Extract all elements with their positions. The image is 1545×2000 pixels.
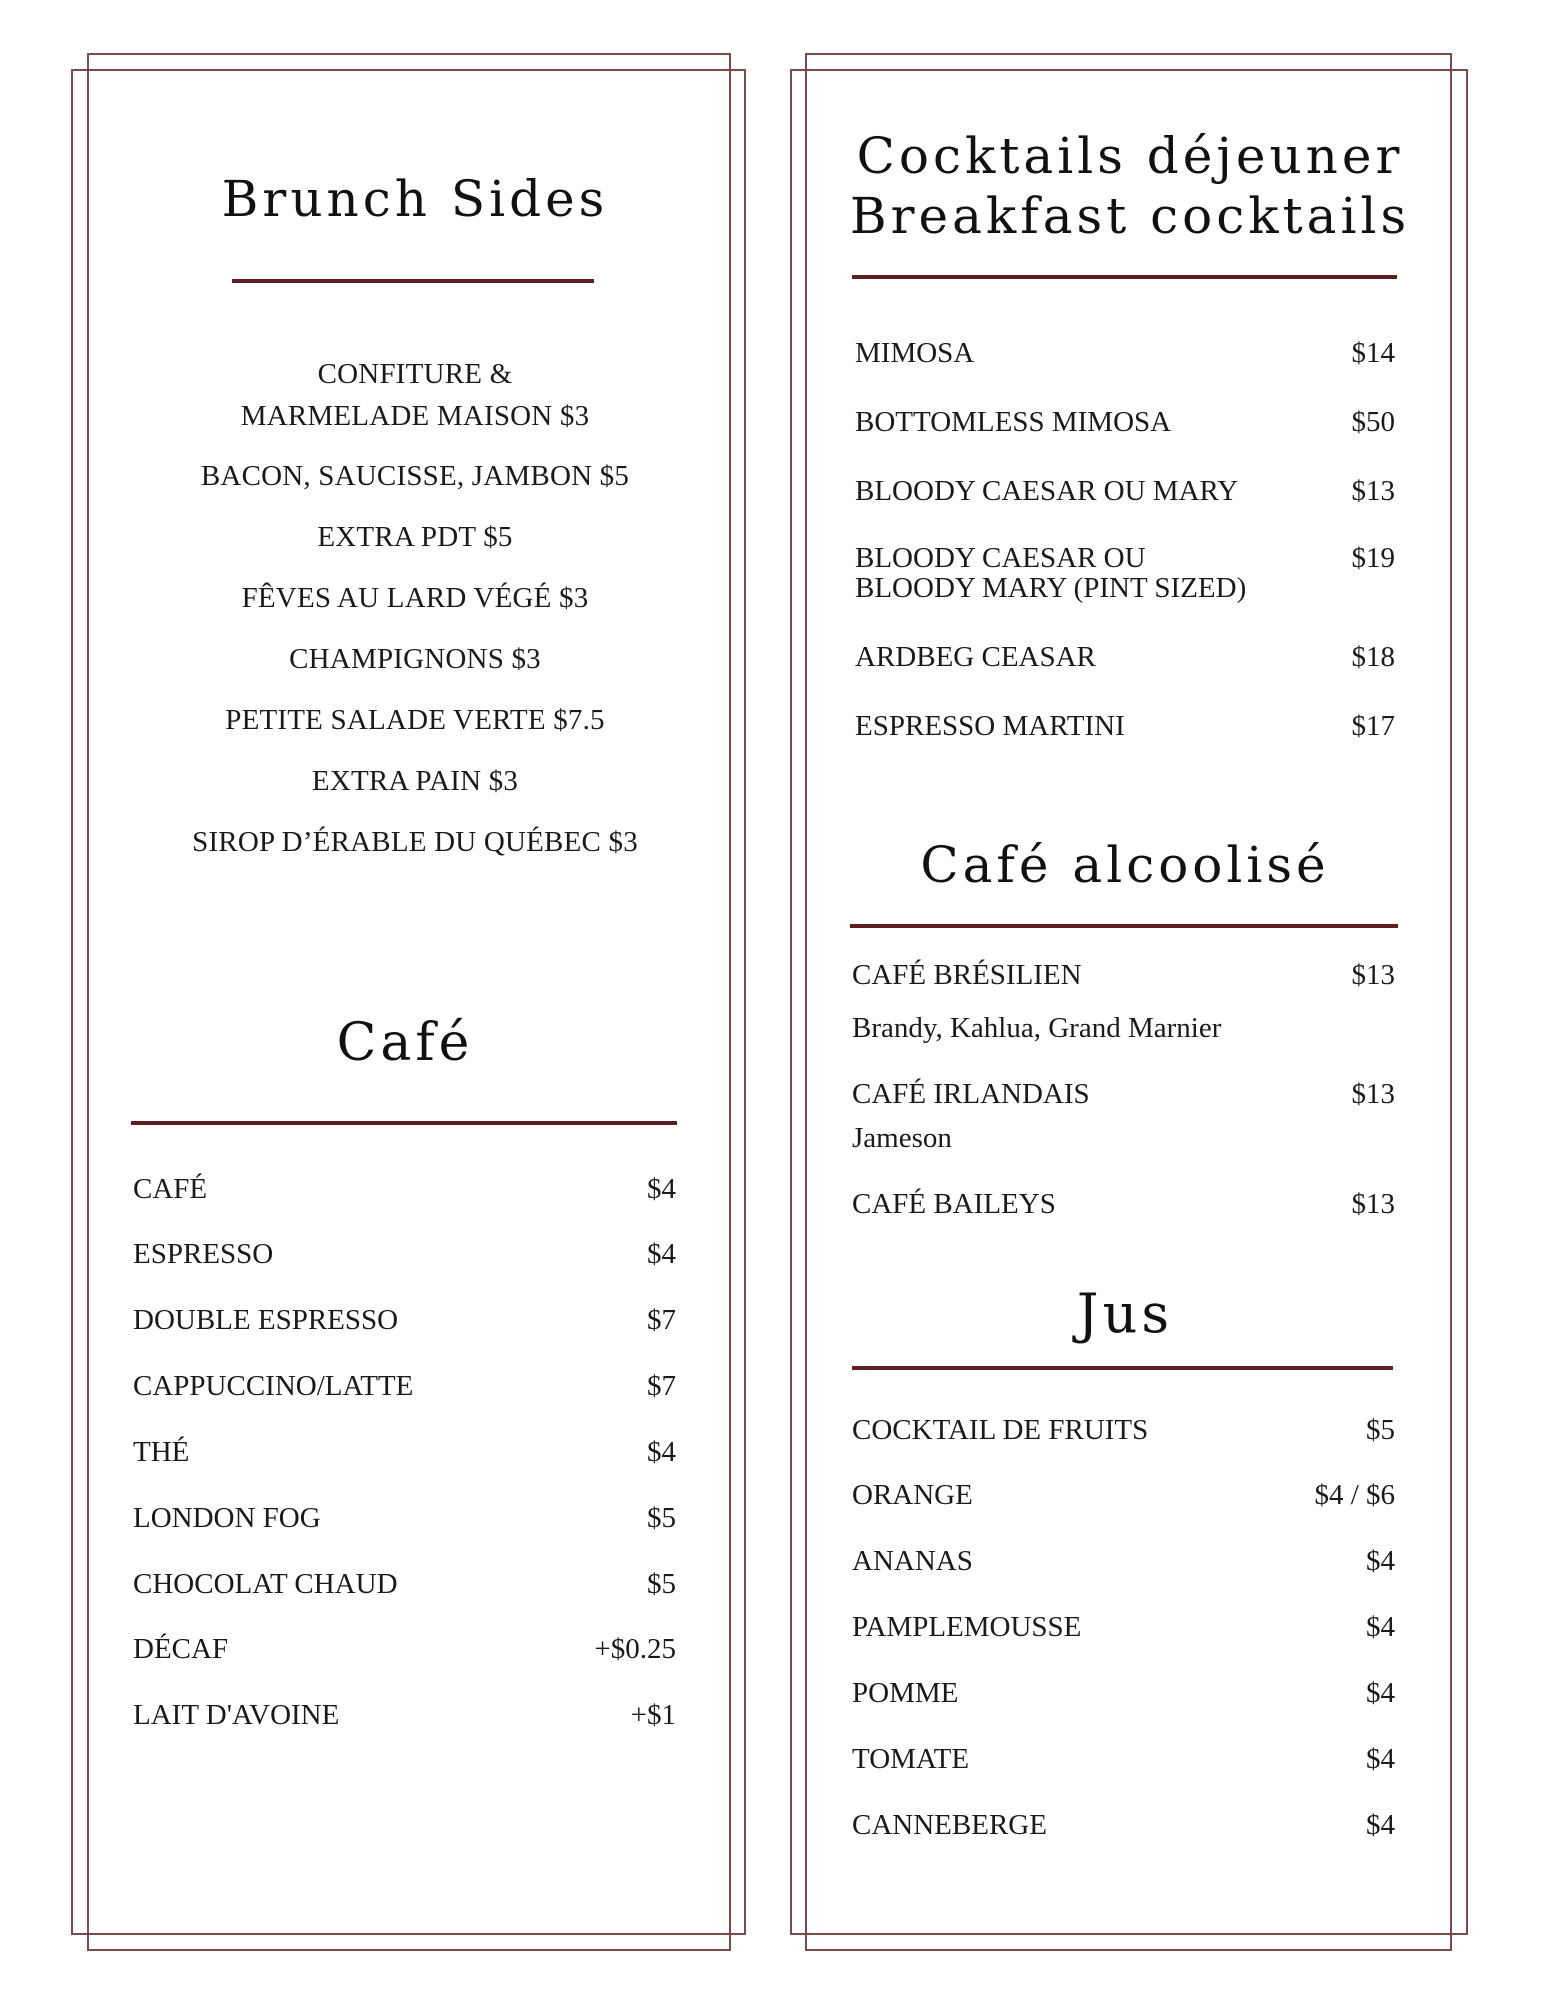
item-name: ESPRESSO xyxy=(133,1238,274,1270)
item-name: TOMATE xyxy=(852,1743,970,1775)
cafe-alcoolise-title: Café alcoolisé xyxy=(920,836,1330,894)
side-item: EXTRA PDT $5 xyxy=(317,521,513,553)
cafe-title: Café xyxy=(336,1013,474,1073)
item-price: $5 xyxy=(647,1502,676,1534)
side-item: PETITE SALADE VERTE $7.5 xyxy=(225,704,605,736)
jus-rule xyxy=(852,1366,1393,1370)
brunch-sides-title: Brunch Sides xyxy=(221,170,609,228)
item-name: CHOCOLAT CHAUD xyxy=(133,1568,398,1600)
item-name: DÉCAF xyxy=(133,1633,229,1665)
item-price: $13 xyxy=(1351,959,1395,991)
item-name: ESPRESSO MARTINI xyxy=(855,710,1125,742)
item-name: ANANAS xyxy=(852,1545,973,1577)
cocktails-rule xyxy=(852,275,1397,279)
item-price: $4 / $6 xyxy=(1314,1479,1395,1511)
item-description: Brandy, Kahlua, Grand Marnier xyxy=(852,1012,1222,1044)
item-price: $14 xyxy=(1351,337,1395,369)
item-price: $4 xyxy=(1366,1809,1395,1841)
item-name: CAPPUCCINO/LATTE xyxy=(133,1370,414,1402)
item-price: $4 xyxy=(1366,1677,1395,1709)
item-name: CAFÉ BRÉSILIEN xyxy=(852,959,1082,991)
item-name: ORANGE xyxy=(852,1479,973,1511)
item-name: LONDON FOG xyxy=(133,1502,321,1534)
item-description: Jameson xyxy=(852,1122,952,1154)
item-price: $7 xyxy=(647,1304,676,1336)
item-name: CAFÉ BAILEYS xyxy=(852,1188,1056,1220)
item-name: CANNEBERGE xyxy=(852,1809,1047,1841)
cocktails-title-line2: Breakfast cocktails xyxy=(849,187,1411,245)
side-item: EXTRA PAIN $3 xyxy=(311,765,519,797)
item-price: $4 xyxy=(1366,1743,1395,1775)
item-name: MIMOSA xyxy=(855,337,975,369)
item-price: $4 xyxy=(1366,1545,1395,1577)
brunch-sides-rule xyxy=(232,279,594,283)
item-name: DOUBLE ESPRESSO xyxy=(133,1304,399,1336)
item-price: $4 xyxy=(647,1436,676,1468)
cafe-rule xyxy=(131,1121,677,1125)
item-name: BLOODY CAESAR OU BLOODY MARY (PINT SIZED) xyxy=(855,542,1247,604)
item-price: $13 xyxy=(1351,1188,1395,1220)
item-price: $7 xyxy=(647,1370,676,1402)
item-price: +$0.25 xyxy=(594,1633,676,1665)
item-price: $19 xyxy=(1351,542,1395,574)
item-name: BLOODY CAESAR OU MARY xyxy=(855,475,1239,507)
side-item: CHAMPIGNONS $3 xyxy=(289,643,541,675)
jus-title: Jus xyxy=(1076,1282,1174,1345)
item-name: THÉ xyxy=(133,1436,190,1468)
item-price: $4 xyxy=(1366,1611,1395,1643)
item-price: $4 xyxy=(647,1173,676,1205)
item-name: BOTTOMLESS MIMOSA xyxy=(855,406,1172,438)
item-price: +$1 xyxy=(630,1699,676,1731)
side-item: SIROP D’ÉRABLE DU QUÉBEC $3 xyxy=(192,826,638,858)
side-item: BACON, SAUCISSE, JAMBON $5 xyxy=(200,460,630,492)
item-name: COCKTAIL DE FRUITS xyxy=(852,1414,1149,1446)
item-price: $5 xyxy=(1366,1414,1395,1446)
item-name: LAIT D'AVOINE xyxy=(133,1699,340,1731)
item-name: PAMPLEMOUSSE xyxy=(852,1611,1082,1643)
item-name: POMME xyxy=(852,1677,959,1709)
item-price: $5 xyxy=(647,1568,676,1600)
side-item: FÊVES AU LARD VÉGÉ $3 xyxy=(241,582,589,614)
item-price: $50 xyxy=(1351,406,1395,438)
cafe-alcoolise-rule xyxy=(850,924,1398,928)
item-name: ARDBEG CEASAR xyxy=(855,641,1096,673)
side-item: CONFITURE & MARMELADE MAISON $3 xyxy=(240,358,590,432)
cocktails-title-line1: Cocktails déjeuner xyxy=(856,127,1404,185)
item-price: $17 xyxy=(1351,710,1395,742)
cocktails-title xyxy=(840,126,1420,246)
item-price: $13 xyxy=(1351,1078,1395,1110)
item-price: $18 xyxy=(1351,641,1395,673)
item-name: CAFÉ xyxy=(133,1173,208,1205)
item-name: CAFÉ IRLANDAIS xyxy=(852,1078,1090,1110)
item-price: $13 xyxy=(1351,475,1395,507)
item-price: $4 xyxy=(647,1238,676,1270)
